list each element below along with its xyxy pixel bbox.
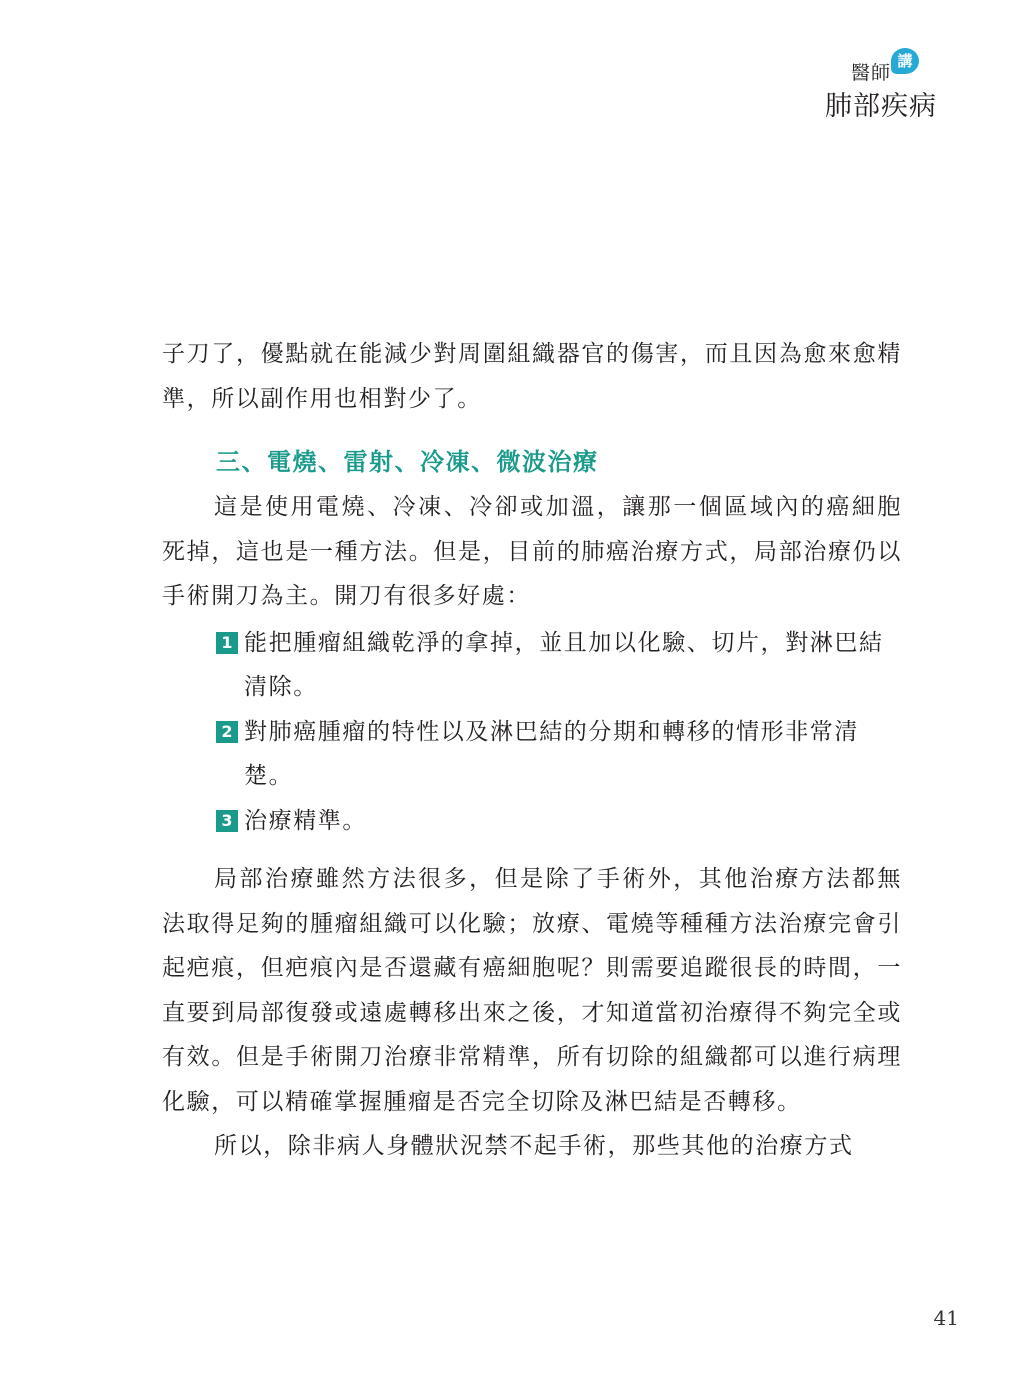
list-item (216, 621, 902, 710)
list-item-text: 能把腫瘤組織乾淨的拿掉，並且加以化驗、切片，對淋巴結清除。 (244, 629, 884, 700)
number-badge-2: 2 (216, 721, 238, 743)
intro-paragraph: 子刀了，優點就在能減少對周圍組織器官的傷害，而且因為愈來愈精準，所以副作用也相對少了。 (162, 341, 902, 412)
final-paragraph: 所以，除非病人身體狀況禁不起手術，那些其他的治療方式 (214, 1133, 854, 1159)
series-prefix: 醫師 (851, 62, 892, 84)
list-item-text: 對肺癌腫瘤的特性以及淋巴結的分期和轉移的情形非常清楚。 (244, 718, 859, 789)
local-treatment-paragraph: 局部治療雖然方法很多，但是除了手術外，其他治療方法都無法取得足夠的腫瘤組織可以化驗；放療、電燒等種種方法治療完會引起疤痕，但疤痕內是否還藏有癌細胞呢？則需要追蹤很長的時間，一直要到局部復發或遠處轉移出來之後，才知道當初治療得不夠完全或有效。但是手術開刀治療非常精準，所有切除的組織都可以進行病理化驗，可以精確掌握腫瘤是否完全切除及淋巴結是否轉移。 (162, 866, 902, 1115)
number-badge-1: 1 (216, 632, 238, 654)
number-badge-3: 3 (216, 810, 238, 832)
speech-bubble-icon: 講 (891, 48, 919, 74)
list-item-text: 治療精準。 (244, 807, 367, 834)
section-paragraph: 這是使用電燒、冷凍、冷卻或加溫，讓那一個區域內的癌細胞死掉，這也是一種方法。但是，目前的肺癌治療方式，局部治療仍以手術開刀為主。開刀有很多好處： (162, 494, 902, 609)
series-logo (805, 48, 955, 120)
page-content (162, 332, 902, 1169)
page-number: 41 (933, 1306, 959, 1330)
list-item (216, 799, 902, 844)
benefits-list (216, 621, 902, 844)
section-heading: 三、電燒、雷射、冷凍、微波治療 (216, 448, 599, 476)
list-item (216, 710, 902, 799)
book-title: 肺部疾病 (825, 91, 937, 122)
